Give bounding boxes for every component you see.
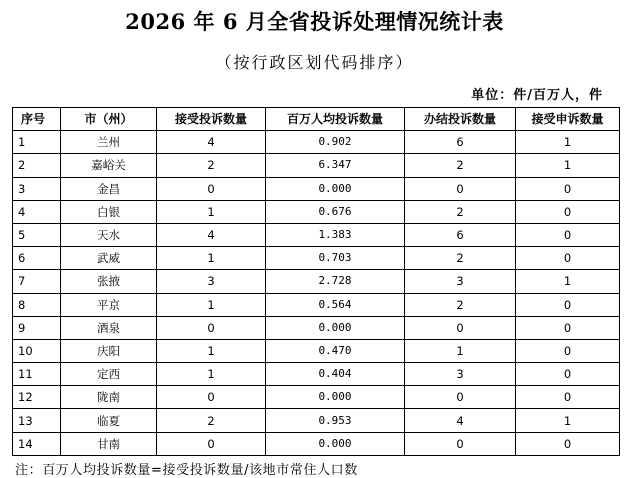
cell-appeals-received: 1	[516, 131, 620, 154]
cell-seq: 4	[13, 200, 61, 223]
table-row	[13, 223, 620, 246]
cell-seq: 7	[13, 270, 61, 293]
cell-complaints-resolved: 0	[405, 386, 516, 409]
cell-seq: 10	[13, 339, 61, 362]
page-subtitle: （按行政区划代码排序）	[215, 53, 414, 72]
cell-complaints-resolved: 2	[405, 200, 516, 223]
cell-complaints-received: 0	[157, 432, 266, 455]
cell-complaints-resolved: 0	[405, 432, 516, 455]
header-city: 市（州）	[61, 108, 157, 131]
cell-complaints-resolved: 1	[405, 339, 516, 362]
cell-complaints-per-million: 0.470	[266, 339, 405, 362]
cell-complaints-resolved: 3	[405, 363, 516, 386]
cell-complaints-resolved: 6	[405, 131, 516, 154]
cell-seq: 13	[13, 409, 61, 432]
cell-city: 金昌	[61, 177, 157, 200]
cell-complaints-received: 2	[157, 409, 266, 432]
cell-complaints-received: 0	[157, 177, 266, 200]
header-appeals-received: 接受申诉数量	[516, 108, 620, 131]
cell-complaints-per-million: 0.676	[266, 200, 405, 223]
cell-complaints-per-million: 0.000	[266, 386, 405, 409]
cell-complaints-received: 4	[157, 131, 266, 154]
cell-appeals-received: 1	[516, 154, 620, 177]
table-row	[13, 386, 620, 409]
cell-city: 天水	[61, 223, 157, 246]
cell-city: 张掖	[61, 270, 157, 293]
cell-appeals-received: 0	[516, 339, 620, 362]
page-title: 2026 年 6 月全省投诉处理情况统计表	[125, 9, 504, 34]
cell-appeals-received: 0	[516, 200, 620, 223]
cell-city: 嘉峪关	[61, 154, 157, 177]
cell-seq: 8	[13, 293, 61, 316]
table-row	[13, 131, 620, 154]
table-row	[13, 339, 620, 362]
cell-seq: 3	[13, 177, 61, 200]
cell-complaints-per-million: 0.404	[266, 363, 405, 386]
cell-complaints-resolved: 0	[405, 177, 516, 200]
cell-appeals-received: 0	[516, 177, 620, 200]
header-complaints-resolved: 办结投诉数量	[405, 108, 516, 131]
cell-seq: 12	[13, 386, 61, 409]
cell-complaints-resolved: 6	[405, 223, 516, 246]
cell-appeals-received: 0	[516, 316, 620, 339]
cell-appeals-received: 1	[516, 409, 620, 432]
table-row	[13, 200, 620, 223]
cell-complaints-received: 3	[157, 270, 266, 293]
table-row	[13, 293, 620, 316]
cell-city: 庆阳	[61, 339, 157, 362]
table-row	[13, 247, 620, 270]
cell-seq: 9	[13, 316, 61, 339]
cell-complaints-resolved: 2	[405, 293, 516, 316]
table-row	[13, 432, 620, 455]
header-complaints-per-million: 百万人均投诉数量	[266, 108, 405, 131]
cell-city: 临夏	[61, 409, 157, 432]
cell-seq: 14	[13, 432, 61, 455]
cell-appeals-received: 0	[516, 432, 620, 455]
cell-complaints-per-million: 0.564	[266, 293, 405, 316]
cell-complaints-received: 0	[157, 316, 266, 339]
cell-seq: 6	[13, 247, 61, 270]
cell-appeals-received: 0	[516, 247, 620, 270]
table-row	[13, 363, 620, 386]
cell-city: 武威	[61, 247, 157, 270]
cell-city: 平京	[61, 293, 157, 316]
cell-seq: 5	[13, 223, 61, 246]
footnote: 注：百万人均投诉数量=接受投诉数量/该地市常住人口数	[15, 463, 358, 478]
table-row	[13, 409, 620, 432]
cell-city: 甘南	[61, 432, 157, 455]
cell-complaints-resolved: 3	[405, 270, 516, 293]
cell-appeals-received: 0	[516, 293, 620, 316]
cell-complaints-per-million: 0.703	[266, 247, 405, 270]
cell-city: 酒泉	[61, 316, 157, 339]
cell-complaints-resolved: 2	[405, 154, 516, 177]
cell-complaints-received: 0	[157, 386, 266, 409]
cell-complaints-per-million: 0.000	[266, 432, 405, 455]
unit-label: 单位：件/百万人，件	[471, 88, 603, 103]
cell-appeals-received: 0	[516, 363, 620, 386]
cell-city: 白银	[61, 200, 157, 223]
cell-seq: 2	[13, 154, 61, 177]
statistics-table	[12, 107, 620, 456]
cell-appeals-received: 1	[516, 270, 620, 293]
cell-city: 陇南	[61, 386, 157, 409]
cell-complaints-per-million: 1.383	[266, 223, 405, 246]
table-row	[13, 270, 620, 293]
table-row	[13, 154, 620, 177]
cell-complaints-per-million: 6.347	[266, 154, 405, 177]
cell-complaints-per-million: 2.728	[266, 270, 405, 293]
cell-appeals-received: 0	[516, 223, 620, 246]
cell-complaints-received: 4	[157, 223, 266, 246]
cell-seq: 1	[13, 131, 61, 154]
cell-complaints-received: 1	[157, 247, 266, 270]
header-seq: 序号	[13, 108, 61, 131]
cell-complaints-received: 2	[157, 154, 266, 177]
table-row	[13, 177, 620, 200]
cell-complaints-per-million: 0.953	[266, 409, 405, 432]
cell-seq: 11	[13, 363, 61, 386]
cell-complaints-received: 1	[157, 363, 266, 386]
cell-complaints-per-million: 0.000	[266, 177, 405, 200]
cell-city: 定西	[61, 363, 157, 386]
cell-complaints-per-million: 0.902	[266, 131, 405, 154]
cell-complaints-received: 1	[157, 339, 266, 362]
table-header-row	[13, 108, 620, 131]
cell-complaints-received: 1	[157, 293, 266, 316]
table-row	[13, 316, 620, 339]
cell-city: 兰州	[61, 131, 157, 154]
cell-appeals-received: 0	[516, 386, 620, 409]
cell-complaints-per-million: 0.000	[266, 316, 405, 339]
cell-complaints-resolved: 2	[405, 247, 516, 270]
header-complaints-received: 接受投诉数量	[157, 108, 266, 131]
cell-complaints-received: 1	[157, 200, 266, 223]
cell-complaints-resolved: 4	[405, 409, 516, 432]
cell-complaints-resolved: 0	[405, 316, 516, 339]
